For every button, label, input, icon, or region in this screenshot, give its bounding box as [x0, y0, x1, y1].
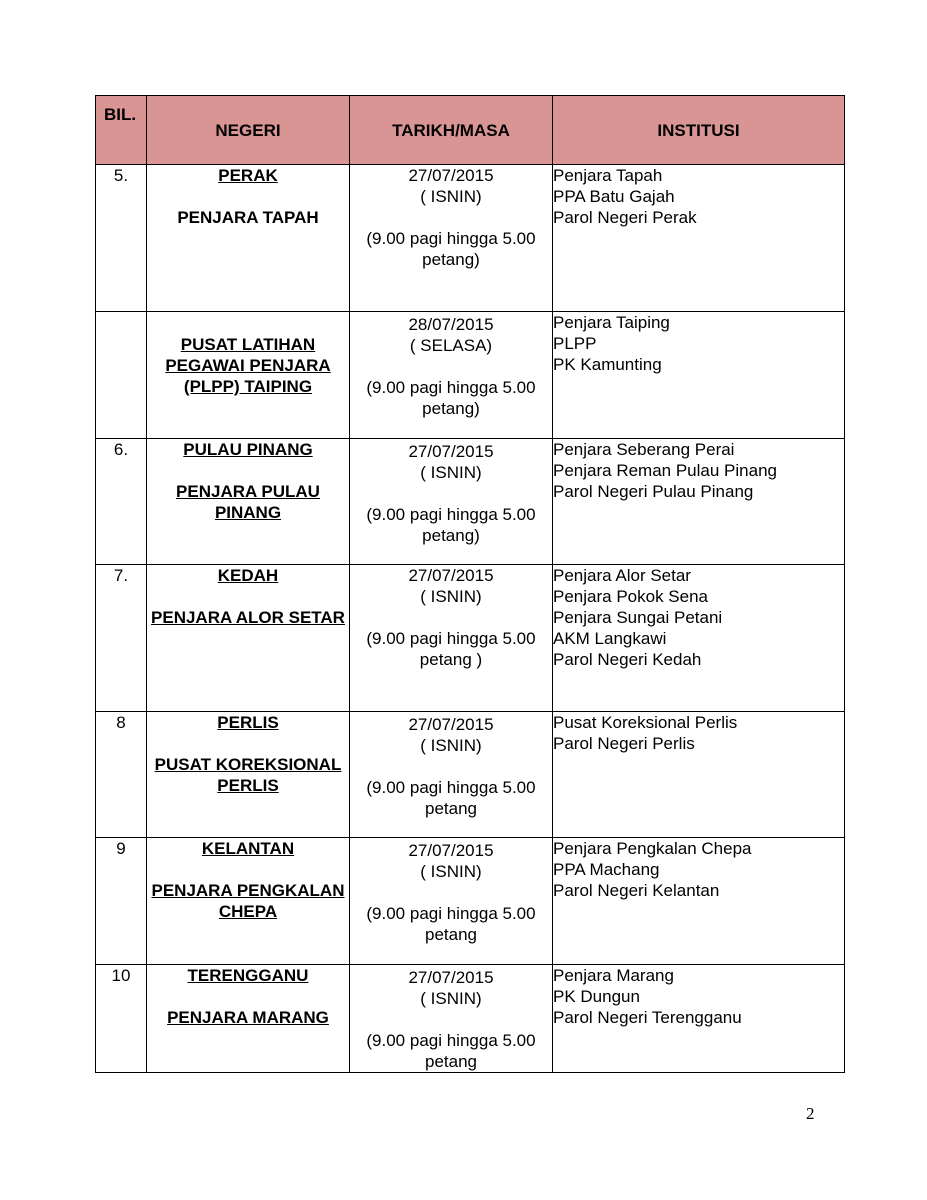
page-number: 2 [806, 1104, 815, 1123]
time-text: (9.00 pagi hingga 5.00 petang) [366, 229, 536, 269]
header-institusi: INSTITUSI [553, 96, 845, 165]
date-text: 27/07/2015 [408, 442, 494, 461]
schedule-table [95, 95, 845, 1073]
table-header-row [96, 96, 845, 165]
header-bil: BIL. [96, 96, 147, 165]
institution-item: Penjara Tapah [553, 166, 663, 185]
negeri-cell [147, 838, 350, 965]
state-name: PERLIS [217, 713, 279, 732]
institution-item: Parol Negeri Perak [553, 208, 697, 227]
institusi-cell [553, 965, 845, 1073]
institusi-cell [553, 165, 845, 312]
tarikh-cell [350, 712, 553, 838]
venue-name: PENJARA TAPAH [177, 208, 319, 227]
time-text: (9.00 pagi hingga 5.00 petang) [366, 378, 536, 418]
state-name: KEDAH [217, 566, 279, 585]
date-text: 28/07/2015 [408, 315, 494, 334]
institution-item: Penjara Taiping [553, 313, 670, 332]
institution-item: PPA Machang [553, 860, 660, 879]
institution-item: Penjara Seberang Perai [553, 440, 735, 459]
date-text: 27/07/2015 [408, 968, 494, 987]
institution-item: Parol Negeri Kelantan [553, 881, 720, 900]
day-text: ( ISNIN) [420, 862, 482, 881]
tarikh-cell [350, 565, 553, 712]
institution-item: PLPP [553, 334, 597, 353]
row-number: 5. [96, 165, 147, 312]
tarikh-cell [350, 965, 553, 1073]
state-name: KELANTAN [201, 839, 295, 858]
institusi-cell [553, 712, 845, 838]
row-number: 7. [96, 565, 147, 712]
institution-item: Parol Negeri Terengganu [553, 1008, 742, 1027]
day-text: ( ISNIN) [420, 587, 482, 606]
negeri-cell [147, 312, 350, 439]
table-row [96, 312, 845, 439]
table-row [96, 712, 845, 838]
venue-name: PENJARA ALOR SETAR [151, 608, 345, 627]
institution-item: Penjara Pengkalan Chepa [553, 839, 752, 858]
day-text: ( ISNIN) [420, 989, 482, 1008]
time-text: (9.00 pagi hingga 5.00 petang ) [366, 629, 536, 669]
day-text: ( ISNIN) [420, 736, 482, 755]
date-text: 27/07/2015 [408, 566, 494, 585]
row-number: 6. [96, 439, 147, 565]
negeri-cell [147, 565, 350, 712]
state-name: PERAK [218, 166, 278, 185]
institution-item: Penjara Marang [553, 966, 674, 985]
header-negeri: NEGERI [147, 96, 350, 165]
tarikh-cell [350, 439, 553, 565]
table-row [96, 838, 845, 965]
state-name: TERENGGANU [187, 966, 309, 985]
institusi-cell [553, 838, 845, 965]
day-text: ( ISNIN) [420, 187, 482, 206]
institution-item: Parol Negeri Perlis [553, 734, 695, 753]
tarikh-cell [350, 165, 553, 312]
tarikh-cell [350, 838, 553, 965]
institusi-cell [553, 312, 845, 439]
row-number: 9 [96, 838, 147, 965]
time-text: (9.00 pagi hingga 5.00 petang) [366, 505, 536, 545]
date-text: 27/07/2015 [408, 166, 494, 185]
institution-item: Penjara Pokok Sena [553, 587, 708, 606]
institution-item: Parol Negeri Pulau Pinang [553, 482, 754, 501]
institusi-cell [553, 565, 845, 712]
time-text: (9.00 pagi hingga 5.00 petang [366, 904, 536, 944]
row-number [96, 312, 147, 439]
venue-name: PENJARA MARANG [167, 1008, 329, 1027]
venue-name: PENJARA PULAU PINANG [176, 482, 320, 522]
institution-item: Penjara Sungai Petani [553, 608, 723, 627]
negeri-cell [147, 165, 350, 312]
venue-name: PUSAT KOREKSIONAL PERLIS [154, 755, 342, 795]
institution-item: Pusat Koreksional Perlis [553, 713, 738, 732]
institution-item: PPA Batu Gajah [553, 187, 675, 206]
table-row [96, 965, 845, 1073]
tarikh-cell [350, 312, 553, 439]
row-number: 8 [96, 712, 147, 838]
time-text: (9.00 pagi hingga 5.00 petang [366, 778, 536, 818]
date-text: 27/07/2015 [408, 841, 494, 860]
negeri-cell [147, 439, 350, 565]
institution-item: Parol Negeri Kedah [553, 650, 702, 669]
institution-item: Penjara Alor Setar [553, 566, 691, 585]
venue-name: PUSAT LATIHAN PEGAWAI PENJARA (PLPP) TAIPING [165, 335, 331, 396]
table-row [96, 165, 845, 312]
day-text: ( SELASA) [409, 336, 493, 355]
negeri-cell [147, 965, 350, 1073]
table-row [96, 439, 845, 565]
institution-item: PK Kamunting [553, 355, 662, 374]
header-tarikh: TARIKH/MASA [350, 96, 553, 165]
time-text: (9.00 pagi hingga 5.00 petang [366, 1031, 536, 1071]
day-text: ( ISNIN) [420, 463, 482, 482]
date-text: 27/07/2015 [408, 715, 494, 734]
row-number: 10 [96, 965, 147, 1073]
institution-item: PK Dungun [553, 987, 640, 1006]
state-name: PULAU PINANG [183, 440, 313, 459]
table-row [96, 565, 845, 712]
institusi-cell [553, 439, 845, 565]
institution-item: Penjara Reman Pulau Pinang [553, 461, 777, 480]
institution-item: AKM Langkawi [553, 629, 667, 648]
venue-name: PENJARA PENGKALAN CHEPA [151, 881, 345, 921]
negeri-cell [147, 712, 350, 838]
